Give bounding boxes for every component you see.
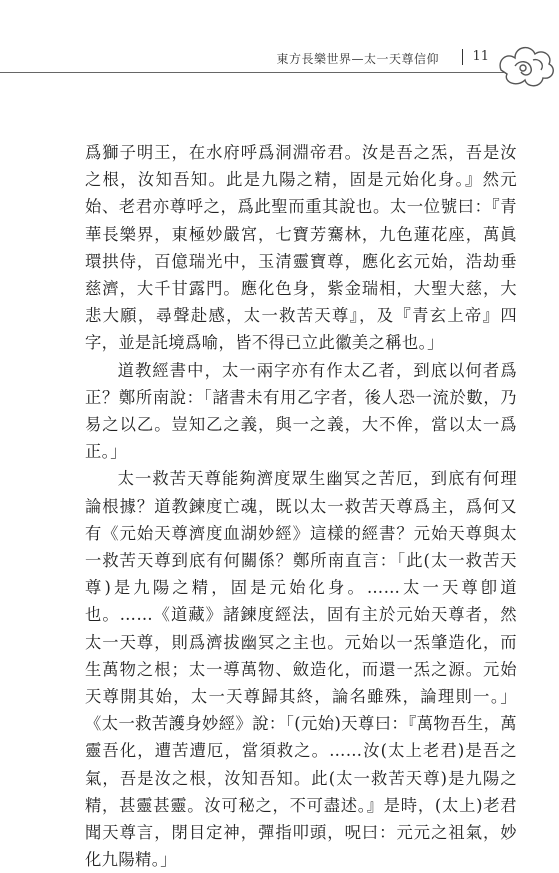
page-header	[0, 0, 559, 95]
body-text	[85, 139, 517, 873]
paragraph-1: 爲獅子明王，在水府呼爲洞淵帝君。汝是吾之炁，吾是汝之根，汝知吾知。此是九陽之精，固是元始化身。』然元始、老君亦尊呼之，爲此聖而重其說也。太一位號曰：『青華長樂界，東極妙嚴宮，七寶芳騫林，九色蓮花座，萬眞環拱侍，百億瑞光中，玉清靈寶尊，應化玄元始，浩劫垂慈濟，大千甘露門。應化色身，紫金瑞相，大聖大慈，大悲大願，尋聲赴感，太一救苦天尊』，及『青玄上帝』四字，並是託境爲喻，皆不得已立此徽美之稱也。」	[85, 143, 517, 353]
header-rule	[0, 72, 505, 73]
header-divider	[462, 49, 463, 65]
page-number: 11	[472, 49, 489, 64]
cloud-ornament-icon	[493, 30, 559, 102]
paragraph-2: 道教經書中，太一兩字亦有作太乙者，到底以何者爲正？鄭所南說：「諸書未有用乙字者，後人恐一流於數，乃易之以乙。豈知乙之義，與一之義，大不侔，當以太一爲正。」	[85, 360, 517, 462]
running-title: 東方長樂世界—太一天尊信仰	[276, 52, 439, 66]
paragraph-3: 太一救苦天尊能夠濟度眾生幽冥之苦厄，到底有何理論根據？道教鍊度亡魂，既以太一救苦天尊爲主，爲何又有《元始天尊濟度血湖妙經》這樣的經書？元始天尊與太一救苦天尊到底有何關係？鄭所南直言：「此(太一救苦天尊)是九陽之精，固是元始化身。……太一天尊卽道也。……《道藏》諸鍊度經法，固有主於元始天尊者，然太一天尊，則爲濟拔幽冥之主也。元始以一炁肇造化，而生萬物之根；太一導萬物、斂造化，而還一炁之源。元始天尊開其始，太一天尊歸其終，論名雖殊，論理則一。」《太一救苦護身妙經》說：「(元始)天尊曰：『萬物吾生，萬靈吾化，遭苦遭厄，當須救之。……汝(太上老君)是吾之氣，吾是汝之根，汝知吾知。此(太一救苦天尊)是九陽之精，甚靈甚靈。汝可秘之，不可盡述。』是時，(太上)老君聞天尊言，閉目定神，彈指叩頭，呪曰：元元之祖氣，妙化九陽精。」	[85, 469, 517, 870]
